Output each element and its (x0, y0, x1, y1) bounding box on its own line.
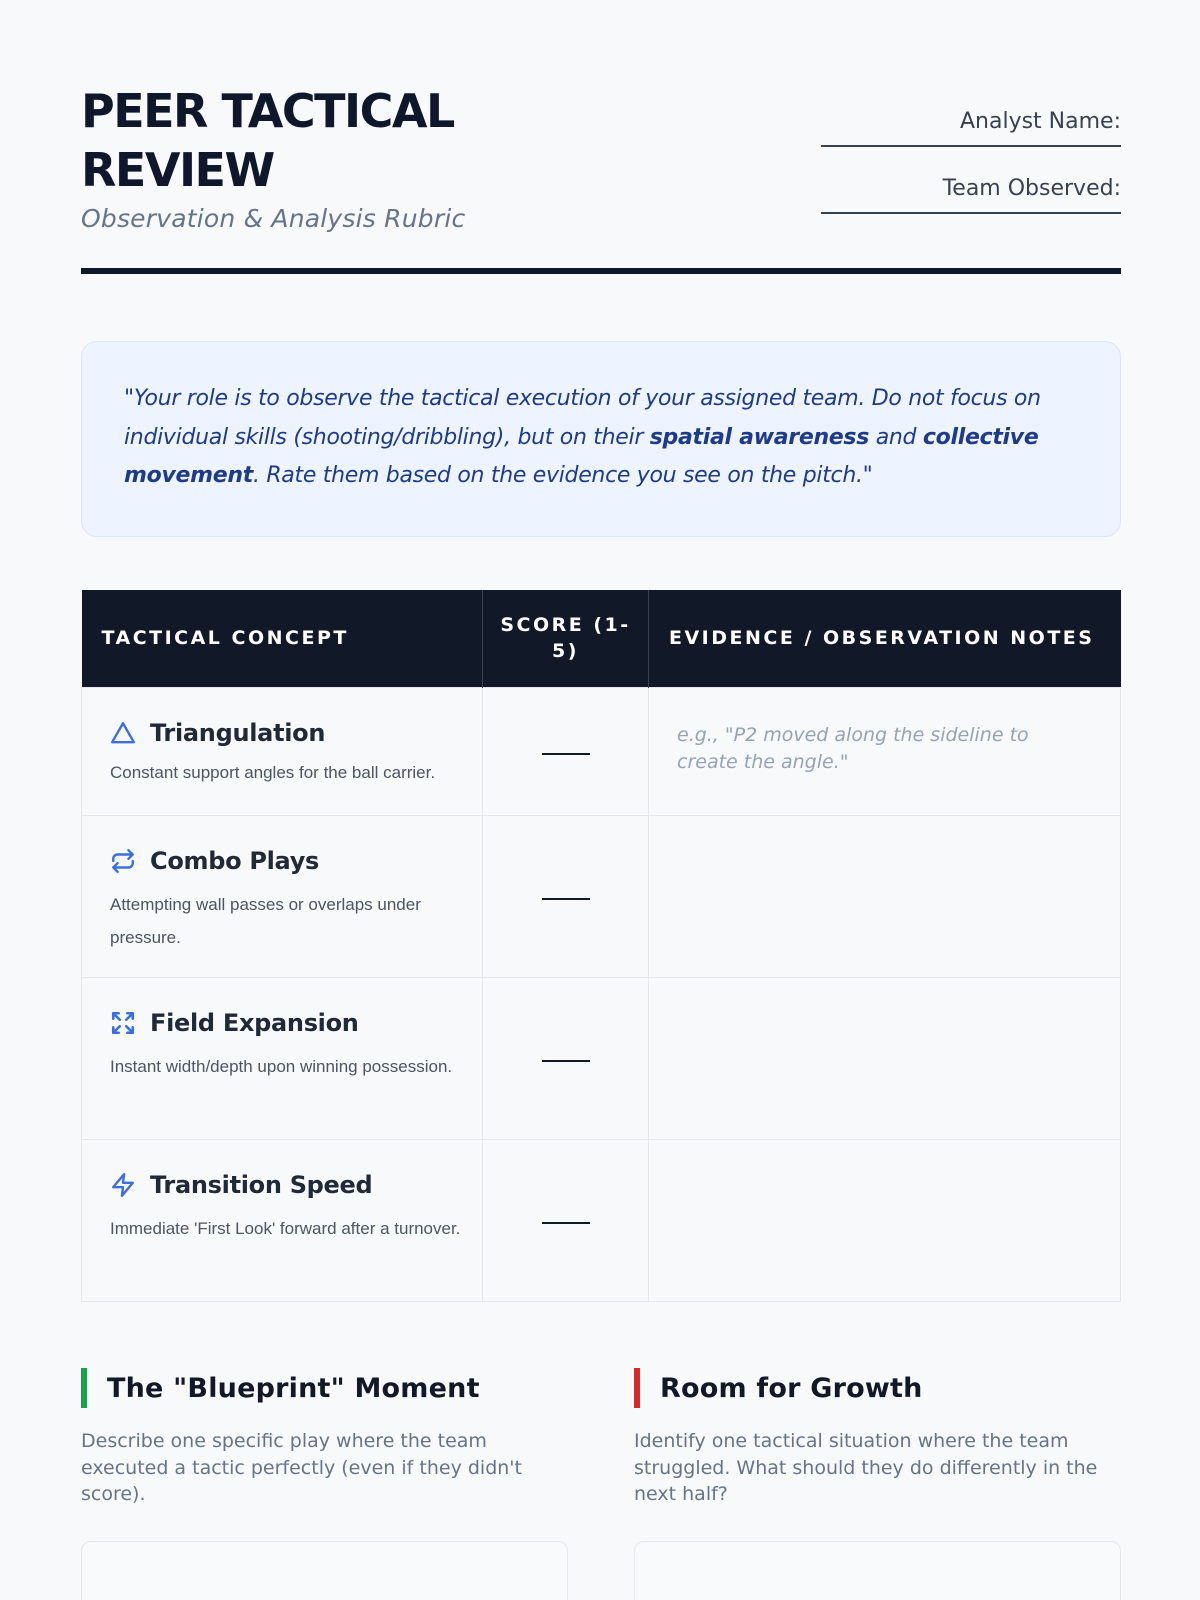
team-observed-blank[interactable] (821, 212, 1121, 214)
blueprint-title: The "Blueprint" Moment (107, 1372, 480, 1404)
score-blank[interactable] (542, 753, 590, 755)
header-tactical-concept: TACTICAL CONCEPT (82, 590, 483, 687)
notes-cell[interactable] (649, 1139, 1121, 1301)
concept-name: Field Expansion (150, 1008, 359, 1037)
analyst-name-blank[interactable] (821, 145, 1121, 147)
blueprint-answer-box[interactable] (81, 1541, 568, 1600)
team-observed-label: Team Observed: (942, 176, 1121, 201)
score-cell[interactable] (483, 977, 649, 1139)
score-blank[interactable] (542, 1060, 590, 1062)
concept-cell (82, 1139, 483, 1301)
instructions-emphasis-1: spatial awareness (649, 424, 870, 450)
score-blank[interactable] (542, 1222, 590, 1224)
concept-name: Transition Speed (150, 1170, 373, 1199)
growth-prompt: Identify one tactical situation where the team struggled. What should they do differently in the next half? (634, 1430, 1098, 1505)
rubric-table (81, 590, 1121, 1302)
header-score: SCORE (1-5) (483, 590, 649, 687)
instructions-text-3: . Rate them based on the evidence you see on the pitch." (252, 463, 873, 488)
growth-section (634, 1368, 1121, 1508)
instructions-text-2: and (869, 424, 923, 450)
table-row (82, 687, 1121, 815)
table-row (82, 815, 1121, 977)
analyst-name-field[interactable] (821, 107, 1121, 174)
concept-description: Instant width/depth upon winning possession. (110, 1056, 453, 1076)
page-title-line-2: REVIEW (81, 143, 274, 197)
concept-cell (82, 977, 483, 1139)
page-header (81, 82, 1121, 274)
blueprint-accent-bar (81, 1368, 87, 1408)
concept-description: Constant support angles for the ball carrier. (110, 762, 436, 782)
growth-accent-bar (634, 1368, 640, 1408)
score-cell[interactable] (483, 815, 649, 977)
score-cell[interactable] (483, 687, 649, 815)
header-divider (81, 268, 1121, 274)
concept-name: Combo Plays (150, 846, 320, 875)
page-title-line-1: PEER TACTICAL (81, 84, 454, 138)
notes-cell[interactable] (649, 977, 1121, 1139)
table-row (82, 1139, 1121, 1301)
growth-title: Room for Growth (660, 1372, 923, 1404)
concept-cell (82, 687, 483, 815)
team-observed-field[interactable] (821, 174, 1121, 241)
header-meta (821, 107, 1121, 241)
growth-answer-box[interactable] (634, 1541, 1121, 1600)
page-title (81, 82, 681, 200)
table-header-row (82, 590, 1121, 687)
concept-description: Immediate 'First Look' forward after a turnover. (110, 1218, 461, 1238)
triangle-icon (110, 720, 136, 746)
header-evidence-notes: EVIDENCE / OBSERVATION NOTES (649, 590, 1121, 687)
instructions-text-1: "Your role is to observe the tactical execution of your assigned team. Do not focus on individual skills (shooting/dribbling), but on their (124, 386, 1041, 450)
notes-placeholder: e.g., "P2 moved along the sideline to create the angle." (677, 723, 1029, 773)
notes-cell[interactable] (649, 687, 1121, 815)
score-cell[interactable] (483, 1139, 649, 1301)
expand-icon (110, 1010, 136, 1036)
table-row (82, 977, 1121, 1139)
concept-description: Attempting wall passes or overlaps under pressure. (110, 894, 421, 947)
instructions-emphasis-2: collective movement (124, 424, 1039, 488)
lightning-icon (110, 1172, 136, 1198)
page-subtitle: Observation & Analysis Rubric (81, 204, 466, 233)
blueprint-prompt: Describe one specific play where the team executed a tactic perfectly (even if they didn't score). (81, 1430, 522, 1505)
analyst-name-label: Analyst Name: (959, 109, 1121, 134)
notes-cell[interactable] (649, 815, 1121, 977)
concept-name: Triangulation (150, 718, 326, 747)
concept-cell (82, 815, 483, 977)
instructions-box (81, 341, 1121, 537)
score-blank[interactable] (542, 898, 590, 900)
blueprint-section (81, 1368, 568, 1508)
instructions-quote (124, 380, 1080, 496)
repeat-arrows-icon (110, 848, 136, 874)
